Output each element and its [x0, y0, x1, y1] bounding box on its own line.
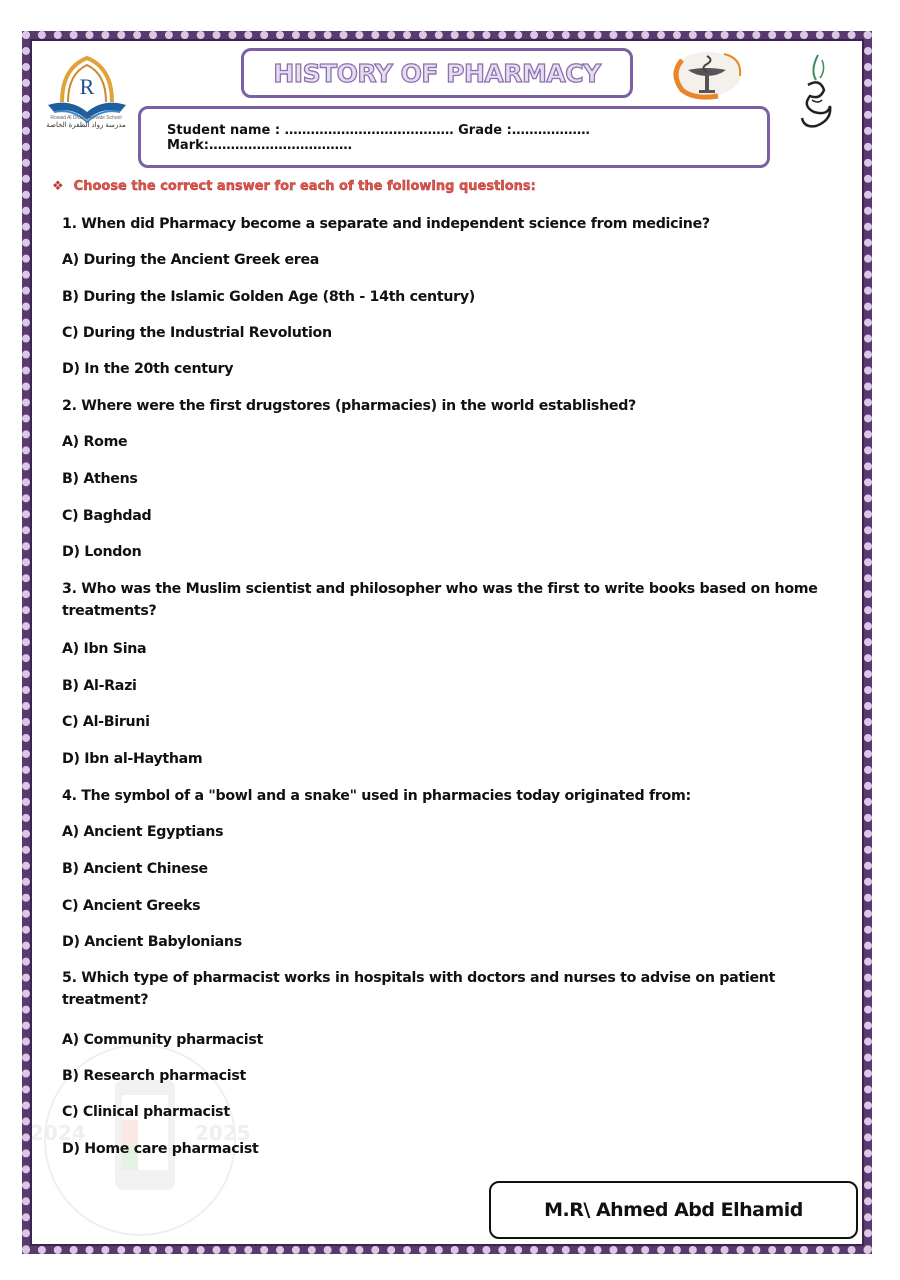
question-1: 1. When did Pharmacy become a separate and independent science from medicine?	[62, 216, 710, 232]
question-5-option-b[interactable]: B) Research pharmacist	[62, 1068, 246, 1084]
question-4-option-b[interactable]: B) Ancient Chinese	[62, 861, 208, 877]
question-2-option-b[interactable]: B) Athens	[62, 471, 138, 487]
question-1-option-d[interactable]: D) In the 20th century	[62, 361, 234, 377]
question-2-option-d[interactable]: D) London	[62, 544, 142, 560]
question-2-option-a[interactable]: A) Rome	[62, 434, 128, 450]
question-1-option-a[interactable]: A) During the Ancient Greek erea	[62, 252, 320, 268]
question-4-option-d[interactable]: D) Ancient Babylonians	[62, 934, 242, 950]
teacher-signature-box	[489, 1181, 858, 1239]
school-name	[36, 115, 136, 129]
question-5-option-c[interactable]: C) Clinical pharmacist	[62, 1104, 230, 1120]
question-5: 5. Which type of pharmacist works in hospitals with doctors and nurses to advise on patient treatment?	[62, 970, 776, 1008]
question-2-option-c[interactable]: C) Baghdad	[62, 508, 152, 524]
instruction	[52, 178, 536, 194]
diamond-bullet-icon: ❖	[52, 178, 64, 193]
question-3-option-b[interactable]: B) Al-Razi	[62, 678, 137, 694]
question-1-option-c[interactable]: C) During the Industrial Revolution	[62, 325, 332, 341]
question-1-option-b[interactable]: B) During the Islamic Golden Age (8th - 14th century)	[62, 289, 475, 305]
question-3-option-d[interactable]: D) Ibn al-Haytham	[62, 751, 203, 767]
school-name-en: Rowad Al Dhafra Private School	[50, 115, 122, 121]
student-info-line[interactable]: Student name : ………………………………… Grade :……………… Mark:……………………………	[167, 123, 590, 153]
question-5-option-a[interactable]: A) Community pharmacist	[62, 1032, 263, 1048]
calligraphy-logo-icon	[790, 50, 840, 135]
page-title: HISTORY OF PHARMACY	[273, 58, 601, 88]
question-4-option-c[interactable]: C) Ancient Greeks	[62, 898, 201, 914]
logo-letter: R	[79, 74, 95, 99]
teacher-name: M.R\ Ahmed Abd Elhamid	[544, 1199, 803, 1221]
question-4: 4. The symbol of a "bowl and a snake" used in pharmacies today originated from:	[62, 788, 691, 804]
question-2: 2. Where were the first drugstores (pharmacies) in the world established?	[62, 398, 636, 414]
student-info-box	[138, 106, 770, 168]
question-3-option-c[interactable]: C) Al-Biruni	[62, 714, 150, 730]
instruction-text: Choose the correct answer for each of the following questions:	[73, 178, 536, 194]
question-5-option-d[interactable]: D) Home care pharmacist	[62, 1141, 259, 1157]
title-box	[241, 48, 633, 98]
question-4-option-a[interactable]: A) Ancient Egyptians	[62, 824, 224, 840]
question-3: 3. Who was the Muslim scientist and philosopher who was the first to write books based on home treatments?	[62, 581, 818, 619]
school-name-ar: مدرسة رواد الظفرة الخاصة	[46, 122, 126, 129]
pharmacy-symbol-icon	[668, 48, 746, 100]
question-3-option-a[interactable]: A) Ibn Sina	[62, 641, 147, 657]
